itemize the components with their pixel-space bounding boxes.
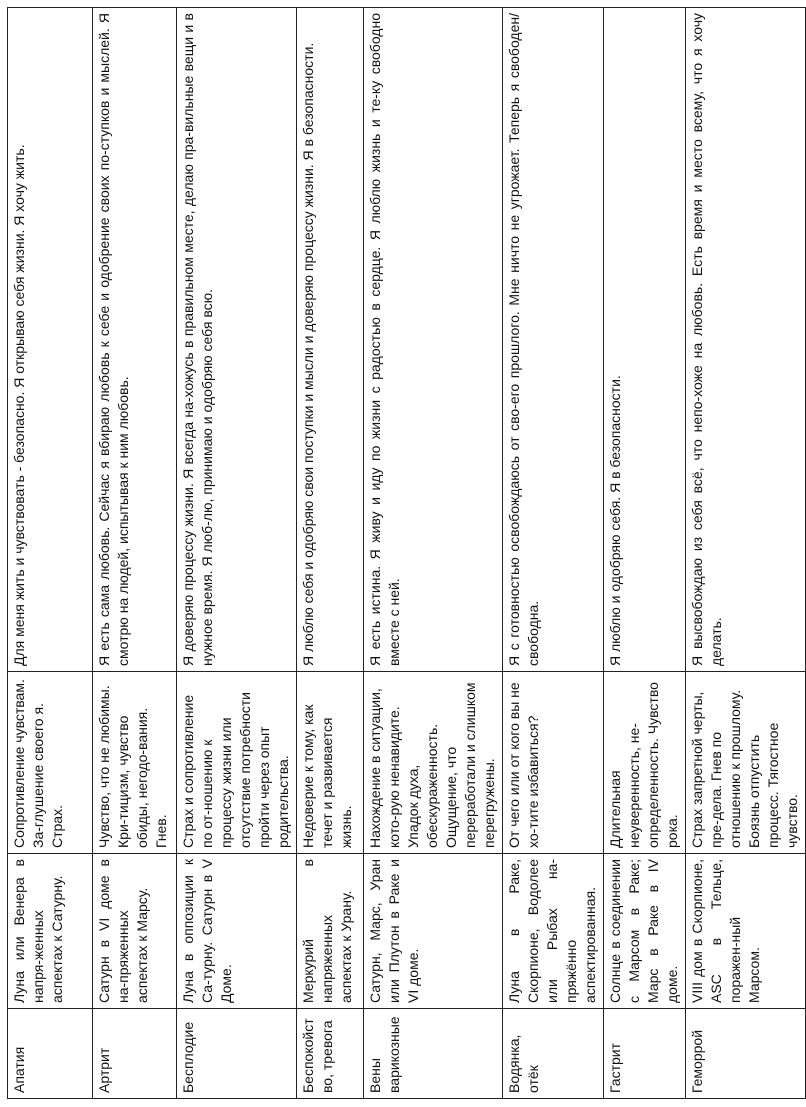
probable-cause: Недоверие к тому, как течет и развивается жизнь. [297,672,364,854]
table-row [503,8,604,1099]
probable-cause: Страх и сопротивление по от-ношению к процессу жизни или отсутствие потребности пройти через опыт родительства. [177,672,297,854]
probable-cause: Нахождение в ситуации, кото-рую ненавидите. Упадок духа, обескураженность. Ощущение, что переработали и слишком перегружены. [364,672,503,854]
table-row [177,8,297,1099]
astro-aspects: Сатурн в VI доме в на-пряженных аспектах к Марсу. [93,854,177,1009]
table-row [364,8,503,1099]
affirmation: Я с готовностью освобождаюсь от сво-его прошлого. Мне ничто не угрожает. Теперь я свободен/свободна. [503,8,604,672]
affirmation: Я люблю и одобряю себя. Я в безопасности. [604,8,686,672]
probable-cause: Сопротивление чувствам. За-глушение своего я. Страх. [8,672,93,854]
symptom-table [7,7,806,1099]
ailment-name: Апатия [8,1009,93,1099]
table-row [297,8,364,1099]
affirmation: Я высвобождаю из себя всё, что непо-хоже на любовь. Есть время и место всему, что я хочу делать. [686,8,806,672]
astro-aspects: Меркурий в напряженных аспектах к Урану. [297,854,364,1009]
affirmation: Я люблю себя и одобряю свои поступки и мысли и доверяю процессу жизни. Я в безопасности. [297,8,364,672]
probable-cause: От чего или от кого вы не хо-тите избавиться? [503,672,604,854]
astro-aspects: Солнце в соединении с Марсом в Раке; Марс в Раке в IV доме. [604,854,686,1009]
table-row [8,8,93,1099]
ailment-name: Артрит [93,1009,177,1099]
ailment-name: Геморрой [686,1009,806,1099]
table-row [604,8,686,1099]
affirmation: Я есть истина. Я живу и иду по жизни с радостью в сердце. Я люблю жизнь и те-ку свободно вместе с ней. [364,8,503,672]
astro-aspects: Луна в Раке, Скорпионе, Водолее или Рыбах на-пряжённо аспектированная. [503,854,604,1009]
probable-cause: Длительная неуверенность, не-определенность. Чувство рока. [604,672,686,854]
astro-aspects: Луна в оппозиции к Са-турну. Сатурн в V Доме. [177,854,297,1009]
probable-cause: Чувство, что не любимы. Кри-тицизм, чувство обиды, негодо-вания. Гнев. [93,672,177,854]
ailment-name: Гастрит [604,1009,686,1099]
affirmation: Для меня жить и чувствовать - безопасно. Я открываю себя жизни. Я хочу жить. [8,8,93,672]
table-row [686,8,806,1099]
affirmation: Я есть сама любовь. Сейчас я вбираю любовь к себе и одобрение своих по-ступков и мыслей. Я смотрю на людей, испытывая к ним любовь. [93,8,177,672]
ailment-name: Бесплодие [177,1009,297,1099]
probable-cause: Страх запретной черты, пре-дела. Гнев по отношению к прошлому. Боязнь отпустить процесс. Тягостное чувство. [686,672,806,854]
ailment-name: Водянка, отёк [503,1009,604,1099]
ailment-name: Беспокойство, тревога [297,1009,364,1099]
ailment-name: Вены варикозные [364,1009,503,1099]
astro-aspects: Луна или Венера в напря-женных аспектах к Сатурну. [8,854,93,1009]
astro-aspects: Сатурн, Марс, Уран или Плутон в Раке и VI доме. [364,854,503,1009]
affirmation: Я доверяю процессу жизни. Я всегда на-хожусь в правильном месте, делаю пра-вильные вещи и в нужное время. Я люб-лю, принимаю и одобряю себя всю. [177,8,297,672]
astro-aspects: VIII дом в Скорпионе, ASC в Тельце, поражен-ный Марсом. [686,854,806,1009]
table-row [93,8,177,1099]
